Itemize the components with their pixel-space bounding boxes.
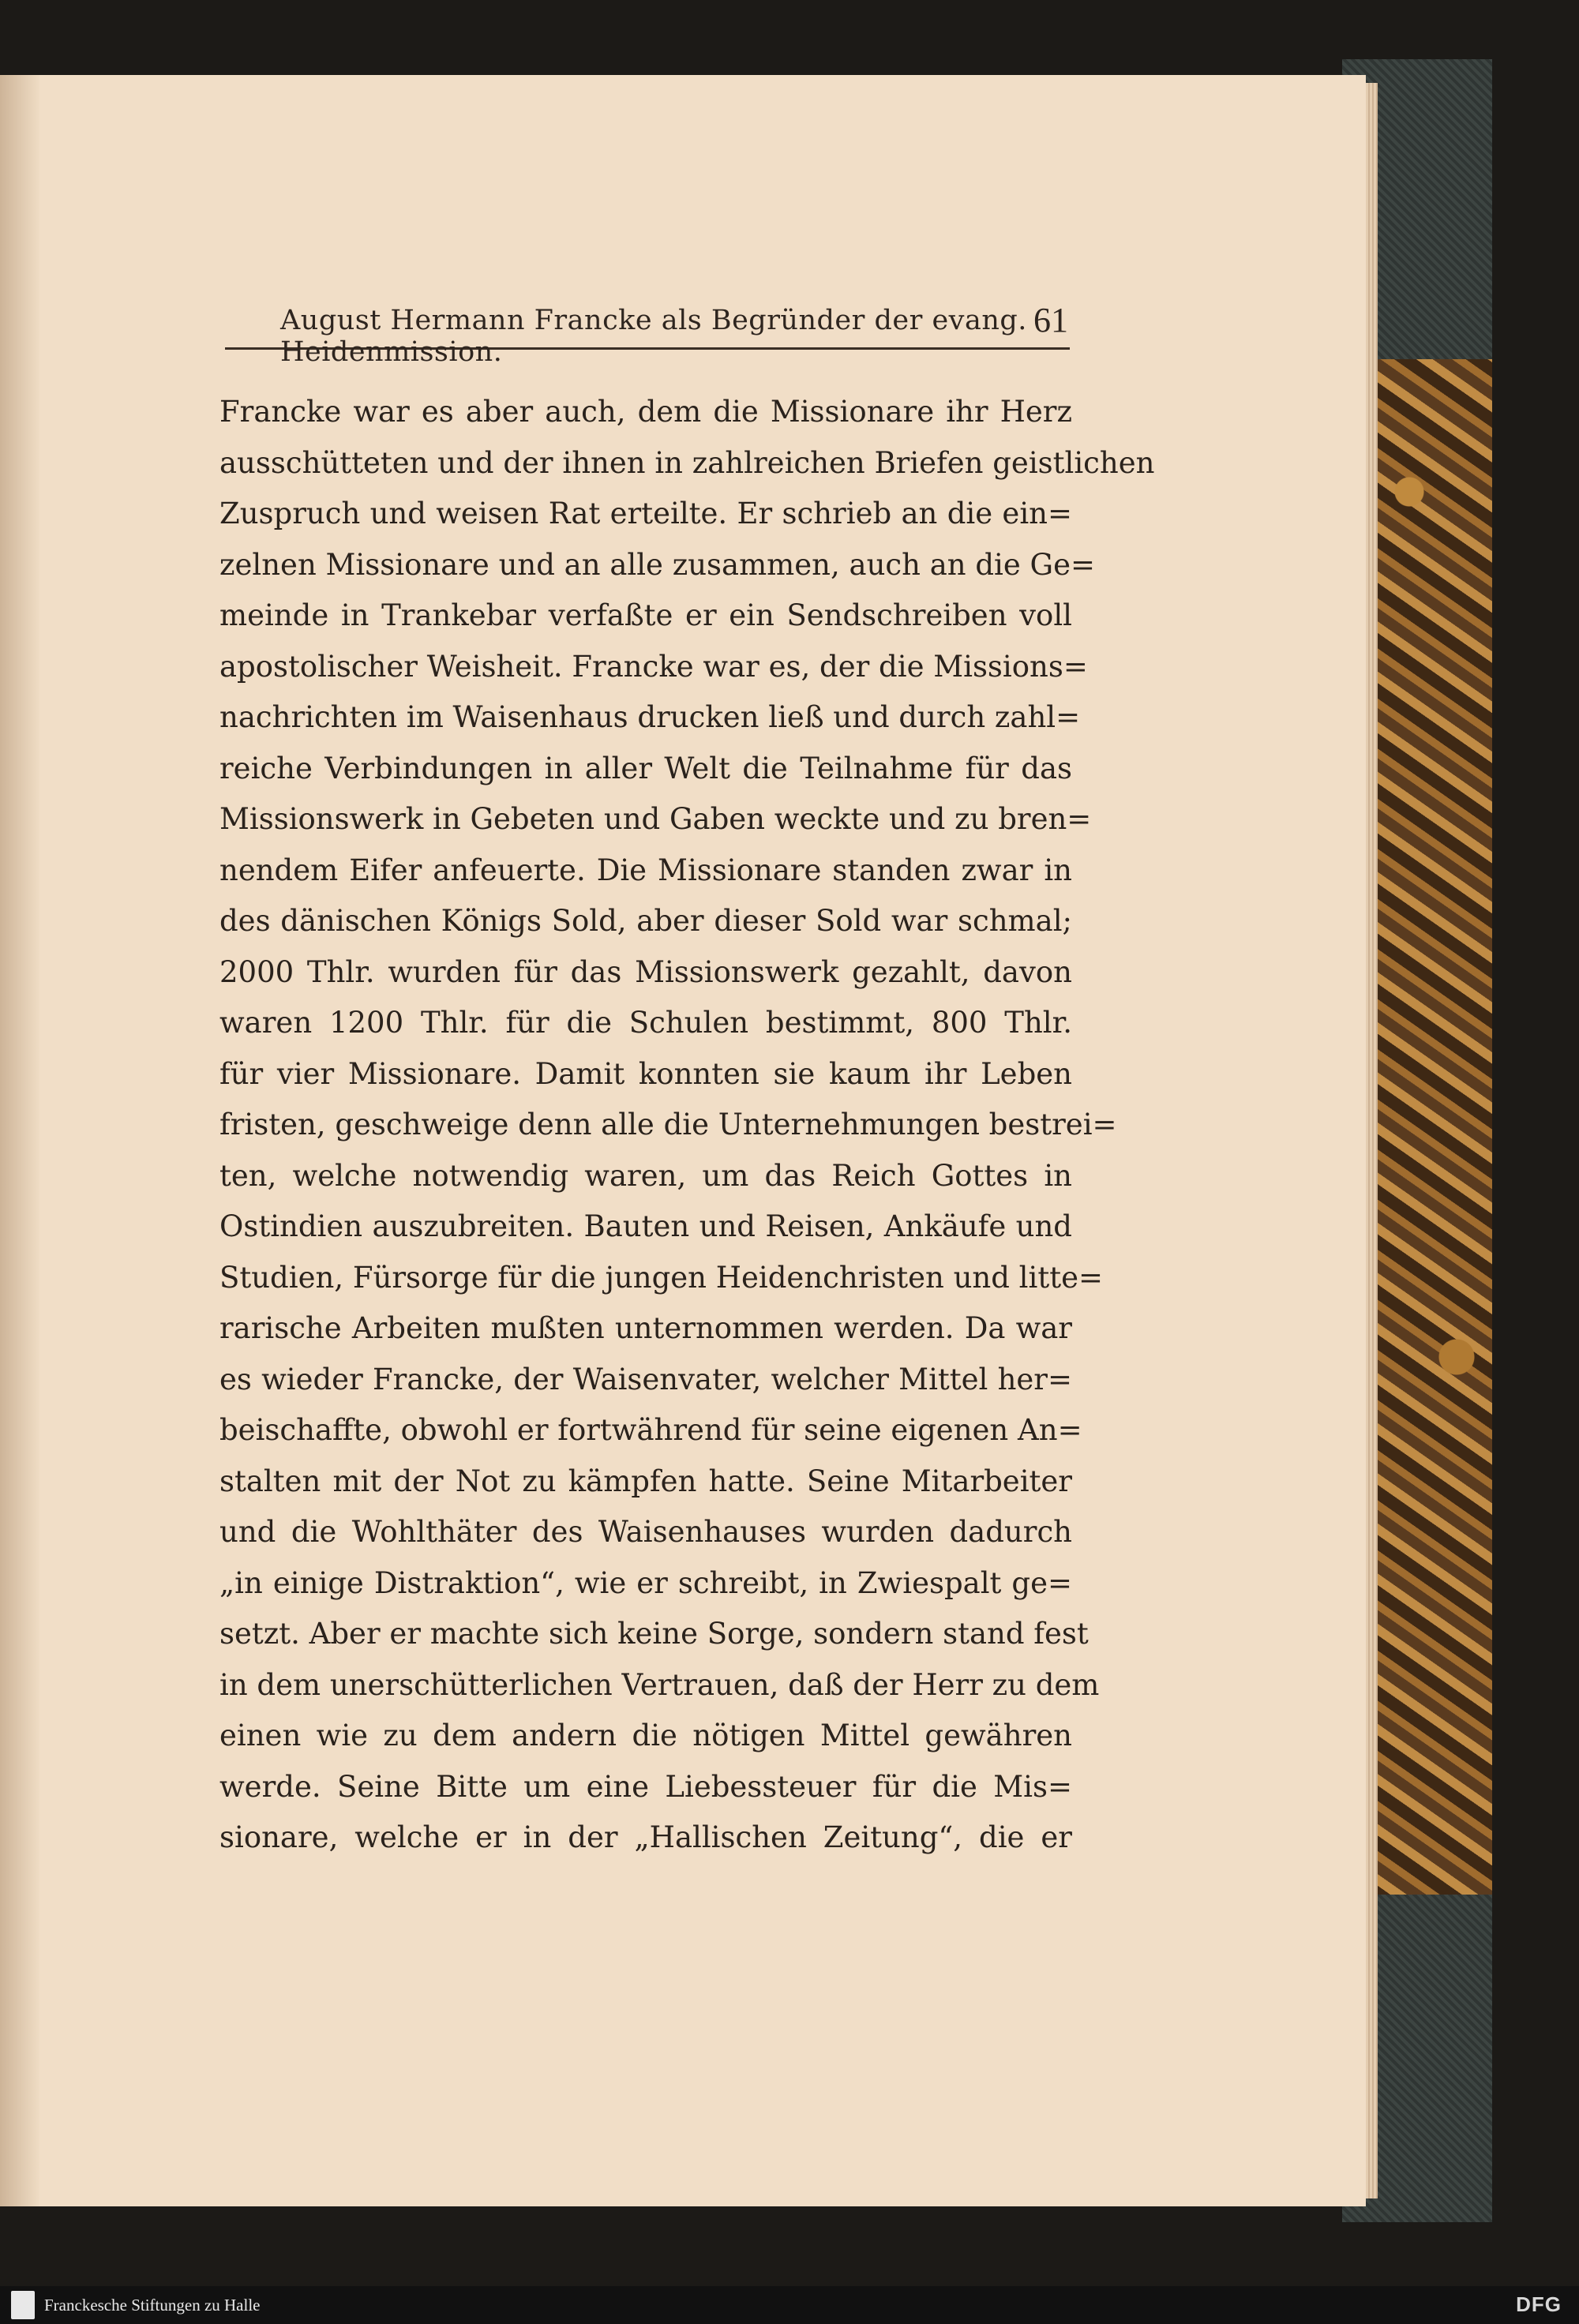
text-line: es wieder Francke, der Waisenvater, welcher Mittel her= bbox=[219, 1362, 1072, 1396]
text-line: Missionswerk in Gebeten und Gaben weckte und zu bren= bbox=[219, 802, 1092, 836]
text-line: und die Wohlthäter des Waisenhauses wurden dadurch bbox=[219, 1515, 1072, 1549]
text-line: ausschütteten und der ihnen in zahlreichen Briefen geistlichen bbox=[219, 445, 1155, 480]
text-line: Studien, Fürsorge für die jungen Heidenchristen und litte= bbox=[219, 1260, 1103, 1295]
text-line: zelnen Missionare und an alle zusammen, auch an die Ge= bbox=[219, 547, 1095, 582]
text-line: nachrichten im Waisenhaus drucken ließ und durch zahl= bbox=[219, 700, 1081, 734]
text-line: des dänischen Königs Sold, aber dieser Sold war schmal; bbox=[219, 904, 1072, 938]
text-line: beischaffte, obwohl er fortwährend für seine eigenen An= bbox=[219, 1413, 1082, 1447]
text-line: nendem Eifer anfeuerte. Die Missionare standen zwar in bbox=[219, 853, 1072, 887]
running-title: August Hermann Francke als Begründer der evang. Heidenmission. bbox=[280, 305, 1027, 368]
text-line: meinde in Trankebar verfaßte er ein Sendschreiben voll bbox=[219, 598, 1072, 632]
text-line: ten, welche notwendig waren, um das Reich Gottes in bbox=[219, 1158, 1072, 1193]
text-line: apostolischer Weisheit. Francke war es, der die Missions= bbox=[219, 649, 1088, 684]
text-line: setzt. Aber er machte sich keine Sorge, sondern stand fest bbox=[219, 1617, 1089, 1651]
page-header bbox=[225, 300, 1070, 368]
text-line: Francke war es aber auch, dem die Missionare ihr Herz bbox=[219, 395, 1072, 429]
text-line: Ostindien auszubreiten. Bauten und Reisen, Ankäufe und bbox=[219, 1209, 1072, 1243]
text-line: fristen, geschweige denn alle die Unternehmungen bestrei= bbox=[219, 1108, 1117, 1141]
text-line: waren 1200 Thlr. für die Schulen bestimmt, 800 Thlr. bbox=[219, 1006, 1072, 1040]
body-text bbox=[219, 387, 1155, 1864]
left-page-edge bbox=[0, 75, 39, 2206]
text-line: einen wie zu dem andern die nötigen Mittel gewähren bbox=[219, 1719, 1072, 1752]
institution-logo-icon bbox=[11, 2291, 35, 2319]
text-line: Zuspruch und weisen Rat erteilte. Er schrieb an die ein= bbox=[219, 497, 1072, 530]
footer-bar bbox=[0, 2286, 1579, 2324]
text-line: „in einige Distraktion“, wie er schreibt, in Zwiespalt ge= bbox=[219, 1565, 1072, 1600]
text-line: 2000 Thlr. wurden für das Missionswerk gezahlt, davon bbox=[219, 954, 1072, 989]
text-line: sionare, welche er in der „Hallischen Zeitung“, die er bbox=[219, 1820, 1072, 1854]
text-line: in dem unerschütterlichen Vertrauen, daß der Herr zu dem bbox=[219, 1667, 1100, 1702]
page-number: 61 bbox=[1033, 301, 1068, 339]
text-line: werde. Seine Bitte um eine Liebessteuer für die Mis= bbox=[219, 1769, 1072, 1804]
text-line: rarische Arbeiten mußten unternommen werden. Da war bbox=[219, 1311, 1072, 1345]
text-line: reiche Verbindungen in aller Welt die Teilnahme für das bbox=[219, 751, 1072, 785]
dfg-logo: DFG bbox=[1516, 2292, 1562, 2316]
text-line: für vier Missionare. Damit konnten sie kaum ihr Leben bbox=[219, 1056, 1072, 1091]
text-line: stalten mit der Not zu kämpfen hatte. Seine Mitarbeiter bbox=[219, 1464, 1072, 1498]
institution-name: Franckesche Stiftungen zu Halle bbox=[44, 2296, 261, 2315]
